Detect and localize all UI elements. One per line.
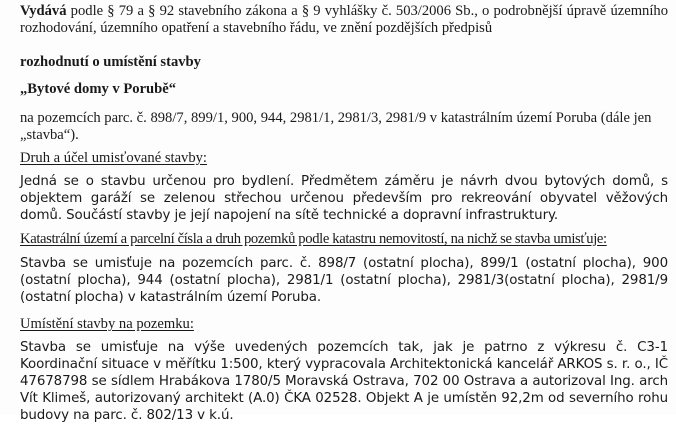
section-heading-type: Druh a účel umisťované stavby:: [20, 150, 207, 166]
decision-heading: rozhodnutí o umístění stavby: [20, 54, 201, 70]
section-heading-placement: Umístění stavby na pozemku:: [20, 316, 194, 332]
section-heading-cadastre: Katastrální území a parcelní čísla a druh pozemků podle katastru nemovitostí, na nichž se stavba umisťuje:: [20, 231, 607, 247]
section-body-cadastre: Stavba se umisťuje na pozemcích parc. č. 898/7 (ostatní plocha), 899/1 (ostatní plocha), 900 (ostatní plocha), 944 (ostatní plocha), 2981/1 (ostatní plocha), 2981/3(ostatní plocha), 2981/9 (ostatní plocha) v katastrálním území Poruba.: [20, 256, 668, 305]
intro-lead: Vydává: [20, 3, 67, 19]
parcels-statement: na pozemcích parc. č. 898/7, 899/1, 900, 944, 2981/1, 2981/3, 2981/9 v katastrálním území Poruba (dále jen „stavba“).: [20, 110, 652, 143]
section-body-type: Jedná se o stavbu určenou pro bydlení. Předmětem záměru je návrh dvou bytových domů, s objektem garáží se zelenou střechou určenou především pro rekreování obyvatel věžových domů. Součástí stavby je její napojení na sítě technické a dopravní infrastruktury.: [20, 174, 668, 223]
intro-paragraph: [20, 3, 668, 37]
intro-text: podle § 79 a § 92 stavebního zákona a § 9 vyhlášky č. 503/2006 Sb., o podrobnější úpravě územního rozhodování, územního opatření a stavebního řádu, ve znění pozdějších předpisů: [20, 3, 668, 36]
section-body-placement: Stavba se umisťuje na výše uvedených pozemcích tak, jak je patrno z výkresu č. C3-1 Koordinační situace v měřítku 1:500, který vypracovala Architektonická kancelář ARKOS s. r. o., IČ 47678798 se sídlem Hrabákova 1780/5 Moravská Ostrava, 702 00 Ostrava a autorizoval Ing. arch Vít Klimeš, autorizovaný architekt (A.0) ČKA 02528. Objekt A je umístěn 92,2m od severního rohu budovy na parc. č. 802/13 v k.ú.: [20, 340, 668, 423]
project-title: „Bytové domy v Porubě“: [20, 81, 177, 97]
